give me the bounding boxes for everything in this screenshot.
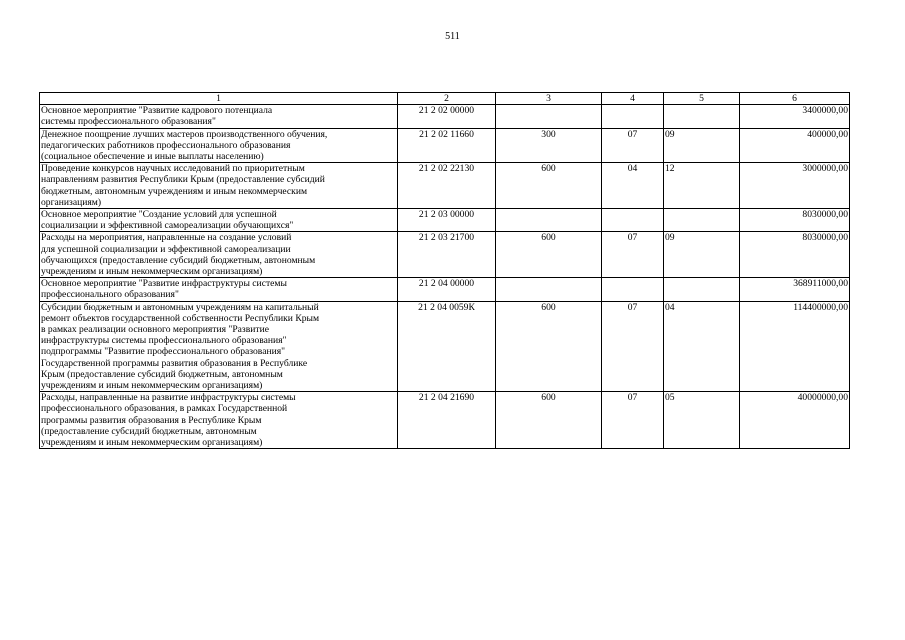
description-line: инфраструктуры системы профессионального образования" [41, 335, 287, 347]
description-line: ремонт объектов государственной собственности Республики Крым [41, 312, 320, 324]
description-line: профессионального образования, в рамках Государственной [41, 403, 288, 415]
subsection-cell: 09 [664, 128, 740, 163]
page-number: 511 [445, 31, 460, 42]
column-header-6: 6 [740, 93, 850, 105]
table-row [40, 392, 850, 449]
description-line: Государственной программы развития образования в Республике [41, 357, 308, 369]
amount-cell: 8030000,00 [740, 232, 850, 278]
table-row [40, 209, 850, 232]
description-cell [40, 163, 398, 209]
description-line: системы профессионального образования" [41, 116, 216, 128]
amount-cell: 8030000,00 [740, 209, 850, 232]
table-body [40, 105, 850, 449]
description-line: (предоставление субсидий бюджетным, автономным [41, 425, 257, 437]
description-line: организациям) [41, 196, 102, 208]
expense-type-cell: 600 [496, 301, 602, 392]
table-header-row [40, 93, 850, 105]
description-cell [40, 209, 398, 232]
description-line: Расходы, направленные на развитие инфраструктуры системы [41, 392, 296, 404]
subsection-cell: 12 [664, 163, 740, 209]
amount-cell: 3000000,00 [740, 163, 850, 209]
description-line: профессионального образования" [41, 289, 179, 301]
description-line: Основное мероприятие "Развитие инфраструктуры системы [41, 278, 287, 290]
description-line: Расходы на мероприятия, направленные на создание условий [41, 232, 292, 244]
column-header-2: 2 [398, 93, 496, 105]
description-line: в рамках реализации основного мероприятия "Развитие [41, 324, 269, 336]
description-line: для успешной социализации и эффективной самореализации [41, 243, 291, 255]
description-line: педагогических работников профессионального образования [41, 139, 291, 151]
description-line: Основное мероприятие "Развитие кадрового потенциала [41, 105, 273, 117]
program-code-cell: 21 2 02 00000 [398, 105, 496, 128]
section-cell [602, 209, 664, 232]
description-cell [40, 278, 398, 301]
description-line: социализации и эффективной самореализации обучающихся" [41, 220, 294, 232]
expense-type-cell [496, 105, 602, 128]
description-cell [40, 105, 398, 128]
section-cell: 04 [602, 163, 664, 209]
column-header-3: 3 [496, 93, 602, 105]
description-cell [40, 128, 398, 163]
expense-type-cell: 300 [496, 128, 602, 163]
table-row [40, 301, 850, 392]
description-cell [40, 232, 398, 278]
budget-table [39, 92, 850, 449]
section-cell [602, 105, 664, 128]
program-code-cell: 21 2 02 11660 [398, 128, 496, 163]
description-line: Денежное поощрение лучших мастеров производственного обучения, [41, 128, 328, 140]
description-line: учреждениям и иным некоммерческим организациям) [41, 266, 263, 278]
table-row [40, 105, 850, 128]
column-header-5: 5 [664, 93, 740, 105]
description-line: Проведение конкурсов научных исследований по приоритетным [41, 163, 305, 175]
table-row [40, 163, 850, 209]
section-cell: 07 [602, 128, 664, 163]
description-line: Основное мероприятие "Создание условий для успешной [41, 209, 277, 221]
program-code-cell: 21 2 03 00000 [398, 209, 496, 232]
description-line: Крым (предоставление субсидий бюджетным, автономным [41, 368, 283, 380]
description-line: учреждениям и иным некоммерческим организациям) [41, 437, 263, 449]
subsection-cell [664, 209, 740, 232]
description-line: (социальное обеспечение и иные выплаты населению) [41, 151, 264, 163]
description-line: направлениям развития Республики Крым (предоставление субсидий [41, 174, 325, 186]
program-code-cell: 21 2 04 21690 [398, 392, 496, 449]
expense-type-cell [496, 278, 602, 301]
program-code-cell: 21 2 04 0059К [398, 301, 496, 392]
subsection-cell [664, 278, 740, 301]
description-cell [40, 392, 398, 449]
program-code-cell: 21 2 04 00000 [398, 278, 496, 301]
description-line: программы развития образования в Республике Крым [41, 414, 262, 426]
subsection-cell [664, 105, 740, 128]
description-line: обучающихся (предоставление субсидий бюджетным, автономным [41, 254, 316, 266]
description-line: Субсидии бюджетным и автономным учреждениям на капитальный [41, 301, 319, 313]
amount-cell: 40000000,00 [740, 392, 850, 449]
table-row [40, 128, 850, 163]
amount-cell: 400000,00 [740, 128, 850, 163]
description-line: подпрограммы "Развитие профессионального образования" [41, 346, 286, 358]
amount-cell: 114400000,00 [740, 301, 850, 392]
amount-cell: 368911000,00 [740, 278, 850, 301]
program-code-cell: 21 2 02 22130 [398, 163, 496, 209]
column-header-1: 1 [40, 93, 398, 105]
amount-cell: 3400000,00 [740, 105, 850, 128]
description-line: учреждениям и иным некоммерческим организациям) [41, 380, 263, 392]
table-row [40, 232, 850, 278]
description-line: бюджетным, автономным учреждениям и иным некоммерческим [41, 185, 308, 197]
section-cell: 07 [602, 301, 664, 392]
subsection-cell: 09 [664, 232, 740, 278]
description-cell [40, 301, 398, 392]
column-header-4: 4 [602, 93, 664, 105]
expense-type-cell: 600 [496, 232, 602, 278]
program-code-cell: 21 2 03 21700 [398, 232, 496, 278]
expense-type-cell [496, 209, 602, 232]
subsection-cell: 05 [664, 392, 740, 449]
section-cell: 07 [602, 392, 664, 449]
expense-type-cell: 600 [496, 163, 602, 209]
section-cell [602, 278, 664, 301]
section-cell: 07 [602, 232, 664, 278]
expense-type-cell: 600 [496, 392, 602, 449]
table-row [40, 278, 850, 301]
subsection-cell: 04 [664, 301, 740, 392]
